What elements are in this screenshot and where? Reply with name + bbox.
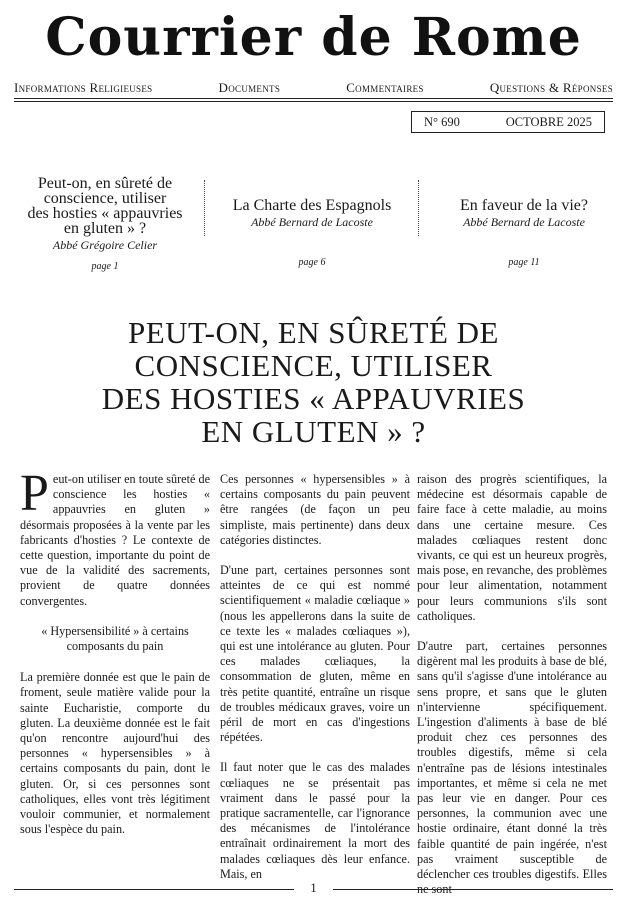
masthead-title: Courrier de Rome [45,7,582,68]
teaser-page: page 11 [508,257,540,268]
article-subhead: « Hypersensibilité » à certains composants du pain [41,623,189,654]
header-rule-bottom [14,101,613,102]
teaser-title: Peut-on, en sûreté de conscience, utiliser des hosties « appauvries en gluten » ? [27,175,183,237]
teaser-article-2[interactable] [212,198,412,268]
teaser-article-1[interactable] [10,176,200,272]
section-nav [14,80,613,96]
teaser-article-3[interactable] [424,198,624,268]
issue-box [411,111,605,133]
teaser-title: En faveur de la vie? [460,197,588,214]
nav-documents[interactable]: Documents [218,80,281,95]
article-paragraph: Ces personnes « hypersensibles » à certains composants du pain peuvent être rangées (de façon un peu simpliste, mais pertinente) dans deux catégories distinctes. [220,472,410,547]
teaser-author: Abbé Bernard de Lacoste [251,215,373,229]
article-column-3 [417,472,607,912]
footer-rule-right [333,889,613,890]
article-column-1 [20,465,210,852]
article-paragraph: Peut-on utiliser en toute sûreté de conscience les hosties « appauvries en gluten » désormais proposées à la vente par les fabricants d'hosties ? Le contexte de cette question, importante du point de vue de la validité des sacrements, provient de quatre données convergentes. [20,465,210,608]
teaser-divider [204,180,205,236]
article-paragraph: D'autre part, certaines personnes digèrent mal les produits à base de blé, sans qu'il s'agisse d'une intolérance au sens propre, et sans que le gluten n'intervienne spécifiquement. L'ingestion d'aliments à base de blé produit chez ces personnes des troubles digestifs, même si cela n'entraîne pas de lésions intestinales importantes, et même si cela ne met pas leur vie en danger. Pour ces personnes, la communion avec une hostie ordinaire, étant donné la très faible quantité de pain ingérée, n'est pas vraiment susceptible de déclencher ces troubles digestifs. Elles ne sont [417,639,607,897]
teaser-author: Abbé Bernard de Lacoste [463,215,585,229]
nav-informations-religieuses[interactable]: Informations Religieuses [14,80,153,95]
article-paragraph: La première donnée est que le pain de froment, seule matière valide pour la sainte Eucharistie, comporte du gluten. La deuxième donnée est le fait qu'on rencontre aujourd'hui des personnes « hypersensibles » à certains composants du pain, dont le gluten. Or, si ces personnes sont catholiques, elles vont très légitiment vouloir communier, et normalement sous l'espèce du pain. [20,670,210,837]
issue-date: OCTOBRE 2025 [505,114,592,129]
teaser-title: La Charte des Espagnols [232,197,392,214]
article-paragraph: Il faut noter que le cas des malades cœliaques ne se présentait pas vraiment dans le passé pour la pratique sacramentelle, car l'ignorance des mécanismes de l'intolérance entraînait ordinairement la mort des malades cœliaques dès leur enfance. Mais, en [220,760,410,881]
article-column-2 [220,472,410,897]
header-rule-top [14,98,613,99]
article-headline: PEUT-ON, EN SÛRETÉ DE CONSCIENCE, UTILISER DES HOSTIES « APPAUVRIES EN GLUTEN » ? [101,315,526,449]
teaser-page: page 6 [298,257,326,268]
page-number: 1 [310,880,317,895]
nav-commentaires[interactable]: Commentaires [346,80,424,95]
nav-questions-reponses[interactable]: Questions & Réponses [489,80,613,95]
teaser-divider [418,180,419,236]
teaser-author: Abbé Grégoire Celier [52,238,158,252]
teaser-page: page 1 [91,261,119,272]
issue-number: N° 690 [424,114,460,129]
article-paragraph: D'une part, certaines personnes sont atteintes de ce qui est nommé scientifiquement « maladie cœliaque » (nous les appellerons dans la suite de ce texte les « malades cœliaques »), qui est une intolérance au gluten. Pour ces malades cœliaques, la consommation de gluten, même en très petite quantité, entraîne un risque de troubles médicaux graves, voire un péril de mort en cas d'ingestions répétées. [220,563,410,745]
article-paragraph: raison des progrès scientifiques, la médecine est désormais capable de faire face à cette maladie, au moins dans une certaine mesure. Ces malades cœliaques restent donc vivants, ce qui est un heureux progrès, mais pose, en revanche, des problèmes pour leur alimentation, notamment pour leurs communions s'ils sont catholiques. [417,472,607,623]
drop-cap: P [20,465,49,522]
